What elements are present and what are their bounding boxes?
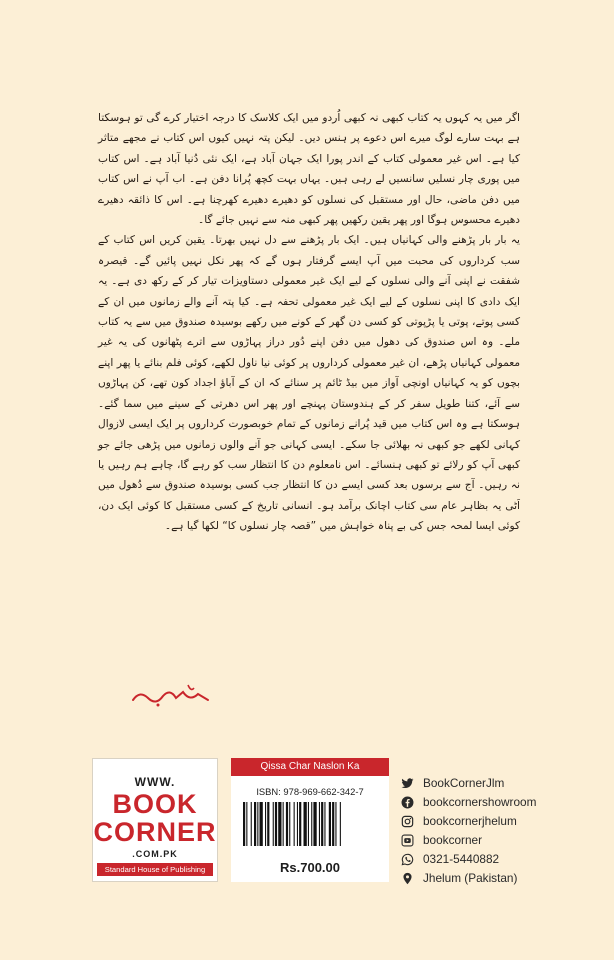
contact-youtube[interactable] [400, 831, 482, 849]
barcode-bar [297, 802, 298, 846]
barcode-bar [254, 802, 256, 846]
contact-youtube-text: bookcorner [423, 833, 483, 847]
logo-domain: .COM.PK [132, 849, 178, 859]
whatsapp-icon [400, 852, 414, 866]
contact-whatsapp[interactable] [400, 850, 499, 868]
contact-twitter[interactable] [400, 774, 504, 792]
instagram-icon [400, 814, 414, 828]
isbn-number: ISBN: 978-969-662-342-7 [256, 786, 364, 797]
barcode-bar [340, 802, 341, 846]
barcode-bar [265, 802, 266, 846]
price: Rs.700.00 [280, 860, 340, 875]
barcode-bar [313, 802, 316, 846]
contact-instagram[interactable] [400, 812, 517, 830]
barcode-bar [289, 802, 290, 846]
barcode-bar [324, 802, 325, 846]
contact-location-text: Jhelum (Pakistan) [423, 871, 518, 885]
barcode-bar [273, 802, 274, 846]
twitter-icon [400, 776, 414, 790]
barcode-bar [335, 802, 336, 846]
barcode-bar [299, 802, 301, 846]
barcode-bar [246, 802, 247, 846]
paragraph-2: یہ بار بار پڑھنے والی کہانیاں ہیں۔ ایک بار پڑھنے سے دل نہیں بھرتا۔ یقین کریں اس کتاب کے سب کرداروں کی محبت میں آپ ایسے گرفتار ہوں گے کہ پھر نکل نہیں پائیں گے۔ قیصرہ شفقت نے اپنی آنے والی نسلوں کے لیے ایک غیر معمولی دستاویزات تیار کر کے رکھ دی ہے۔ یہ ایک دادی کا اپنی نسلوں کے لیے ایک غیر معمولی تحفہ ہے۔ کیا پتہ آنے والے زمانوں میں ان کے کسی پوتے، پوتی یا پڑپوتی کو کسی دن گھر کے کونے میں رکھے بوسیدہ صندوق میں سے یہ کتاب ملے۔ وہ اس صندوق کی دھول میں دفن اپنے دُور دراز پہاڑوں سے اترے پٹھانوں کی یہ غیر معمولی کہانیاں پڑھے، ان غیر معمولی کرداروں پر کوئی نیا ناول لکھے، کوئی فلم بنائے یا پھر اپنے بچوں کو یہ کہانیاں اونچی آواز میں بیڈ ٹائم پر سنائے کہ ان کے آباؤ اجداد کون تھے، کن پہاڑوں سے آئے، کتنا طویل سفر کر کے ہندوستان پہنچے اور پھر اس دھرتی کے سینے میں سما گئے۔ ہوسکتا ہے وہ اس کتاب میں قید پُرانے زمانوں کے تمام خوبصورت کرداروں پر ایک ایسی لازوال کہانی لکھے جو کبھی نہ بھلائی جا سکے۔ ایسی کہانی جو آنے والوں زمانوں میں پڑھی جائے جو کبھی آپ کو رلائے تو کبھی ہنسائے۔ اس نامعلوم دن کا انتظار سب کو رہے گا، چاہے ہم رہیں یا نہ رہیں۔ آج سے برسوں بعد کسی ایسے دن کا انتظار جب کسی بوسیدہ صندوق سے دُھول میں اَٹی یہ بظاہر عام سی کتاب اچانک برآمد ہو۔ انسانی تاریخ کے کسی مستقبل کا کوئی ایک دن، کوئی ایسا لمحہ جس کی بے پناہ خواہش میں ”قصہ چار نسلوں کا“ لکھا گیا ہے۔ [98, 234, 520, 533]
barcode-bar [308, 802, 309, 846]
barcode-bar [321, 802, 323, 846]
barcode-bar [329, 802, 331, 846]
barcode-bar [332, 802, 334, 846]
barcode [241, 802, 379, 846]
barcode-bar [304, 802, 307, 846]
barcode-bar [243, 802, 245, 846]
contact-instagram-text: bookcornerjhelum [423, 814, 517, 828]
logo-www: WWW. [134, 775, 176, 789]
barcode-bar [267, 802, 269, 846]
book-title-strip: Qissa Char Naslon Ka [231, 758, 389, 776]
contact-location[interactable] [400, 869, 517, 887]
barcode-bar [294, 802, 295, 846]
facebook-icon [400, 795, 414, 809]
barcode-bar [260, 802, 263, 846]
logo-corner: CORNER [93, 817, 217, 847]
logo-tagline: Standard House of Publishing [97, 863, 213, 876]
barcode-bar [251, 802, 252, 846]
barcode-bar [319, 802, 320, 846]
barcode-bar [311, 802, 312, 846]
barcode-bar [283, 802, 284, 846]
contact-whatsapp-text: 0321-5440882 [423, 852, 500, 866]
logo-book: BOOK [112, 789, 198, 819]
back-cover-text [98, 108, 520, 537]
barcode-bar [278, 802, 281, 846]
contact-twitter-text: BookCornerJlm [423, 776, 505, 790]
isbn-panel [231, 758, 389, 882]
publisher-logo [92, 758, 218, 882]
paragraph-1: اگر میں یہ کہوں یہ کتاب کبھی نہ کبھی اُردو میں ایک کلاسک کا درجہ اختیار کرے گی تو ہوسکتا ہے بہت سارے لوگ میرے اس دعوے پر ہنس دیں۔ لیکن پتہ نہیں کیوں اس کتاب نے مجھے متاثر کیا ہے۔ اس غیر معمولی کتاب کے اندر پورا ایک جہان آباد ہے، ایک نئی دُنیا آباد ہے۔ اس کتاب میں پوری چار نسلیں سانسیں لے رہی ہیں۔ یہاں بہت کچھ پُرانا دفن ہے۔ اب آپ نے اس کتاب میں دفن ماضی، حال اور مستقبل کی نسلوں کو دھیرے دھیرے کھرچنا ہے۔ اس کا ذائقہ دھیرے دھیرے محسوس ہوگا اور پھر یقین رکھیں پھر کبھی منہ سے نہیں جائے گا۔ [98, 112, 520, 227]
barcode-bar [275, 802, 277, 846]
youtube-icon [400, 833, 414, 847]
barcode-bar [257, 802, 258, 846]
contact-facebook-text: bookcornershowroom [423, 795, 537, 809]
location-pin-icon [400, 871, 414, 885]
barcode-bar [286, 802, 288, 846]
contact-facebook[interactable] [400, 793, 536, 811]
author-signature [128, 680, 218, 710]
